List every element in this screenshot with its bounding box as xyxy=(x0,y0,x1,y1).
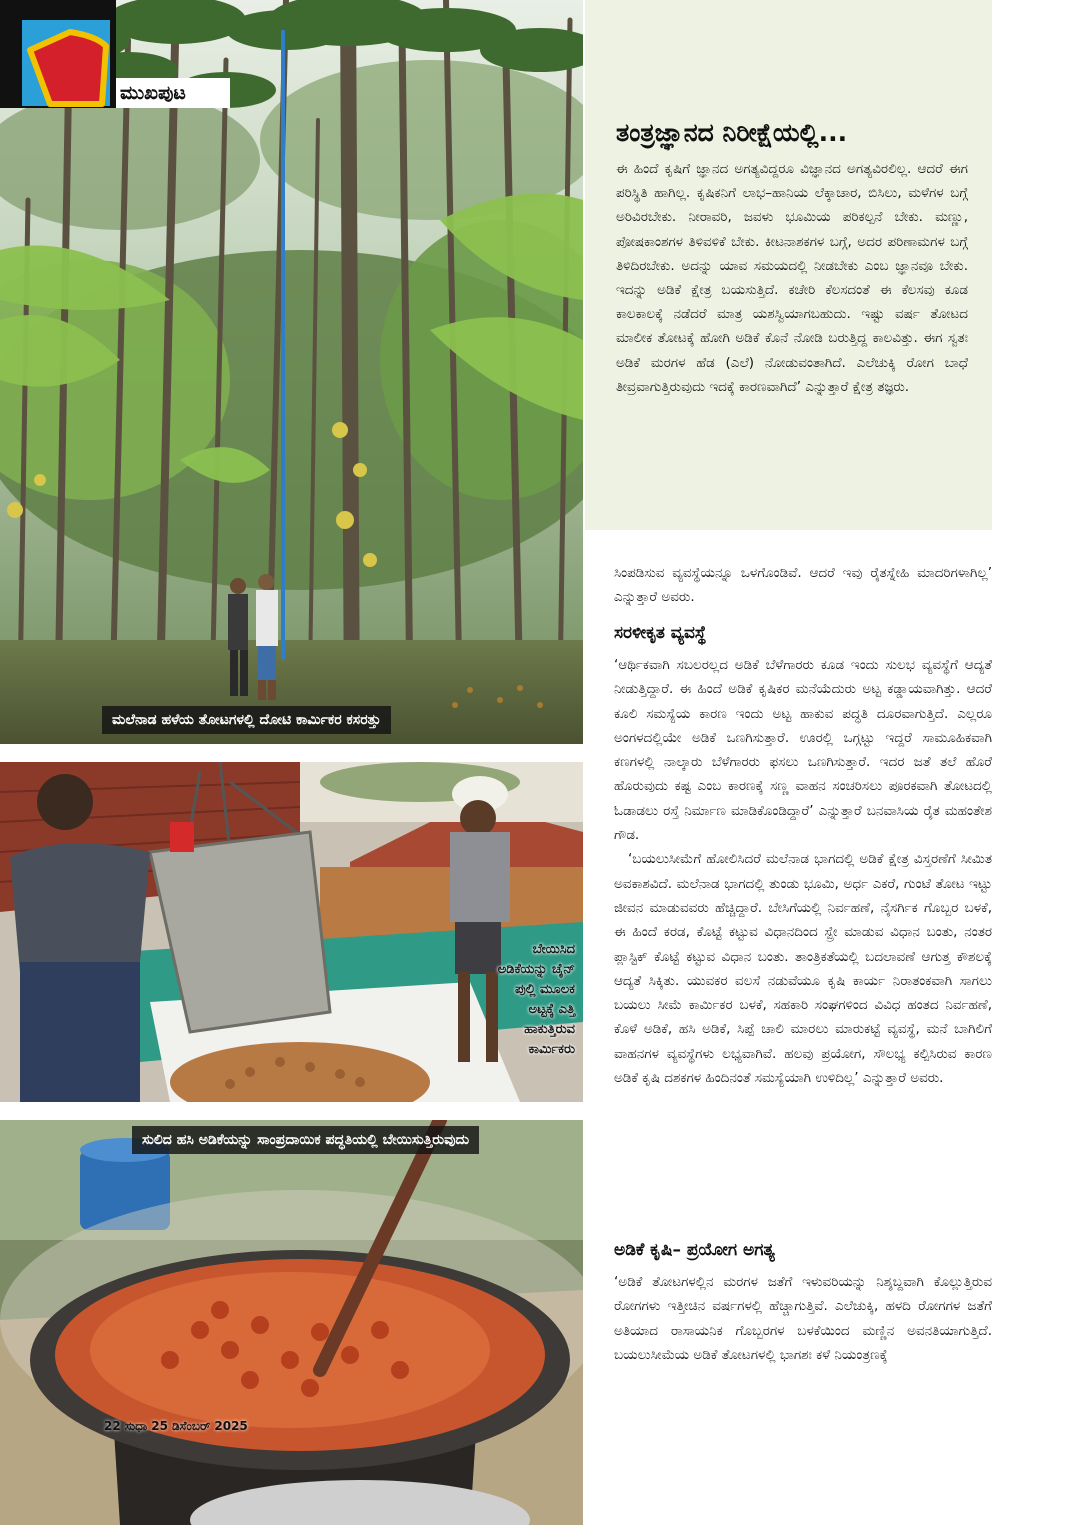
boiling-caption: ಸುಲಿದ ಹಸಿ ಅಡಿಕೆಯನ್ನು ಸಾಂಪ್ರದಾಯಿಕ ಪದ್ಧತಿಯಲ್ಲಿ ಬೇಯಿಸುತ್ತಿರುವುದು xyxy=(132,1126,479,1154)
section1-paragraph-2: ‘ಬಯಲುಸೀಮೆಗೆ ಹೋಲಿಸಿದರೆ ಮಲೆನಾಡ ಭಾಗದಲ್ಲಿ ಅಡಿಕೆ ಕ್ಷೇತ್ರ ವಿಸ್ತರಣೆಗೆ ಸೀಮಿತ ಅವಕಾಶವಿದೆ. ಮಲೆನಾಡ ಭಾಗದಲ್ಲಿ ತುಂಡು ಭೂಮಿ, ಅರ್ಧ ಎಕರೆ, ಗುಂಟೆ ತೋಟ ಇಟ್ಟು ಜೀವನ ಮಾಡುವವರು ಹೆಚ್ಚಿದ್ದಾರೆ. ಬೇಸಿಗೆಯಲ್ಲಿ ನಿರ್ವಹಣೆ, ನೈಸರ್ಗಿಕ ಗೊಬ್ಬರ ಬಳಕೆ, ಈ ಹಿಂದೆ ಕರಡ, ಕೊಟ್ಟೆ ಕಟ್ಟುವ ವಿಧಾನದಿಂದ ಸ್ಪ್ರೇ ಮಾಡುವ ವಿಧಾನ ಬಂತು, ನಂತರ ಪ್ಲಾಸ್ಟಿಕ್ ಕೊಟ್ಟೆ ಕಟ್ಟುವ ವಿಧಾನ ಬಂತು. ತಾಂತ್ರಿಕತೆಯಲ್ಲಿ ಬದಲಾವಣೆ ಆಗುತ್ತ ಕೌಶಲಕ್ಕೆ ಆದ್ಯತೆ ಸಿಕ್ಕಿತು. ಯುವಕರ ವಲಸೆ ನಡುವೆಯೂ ಕೃಷಿ ಕಾರ್ಯ ನಿರಾತಂಕವಾಗಿ ಸಾಗಲು ಬಯಲು ಸೀಮೆ ಕಾರ್ಮಿಕರ ಬಳಕೆ, ಸಹಕಾರಿ ಸಂಘಗಳಿಂದ ವಿವಿಧ ಹಂತದ ನಿರ್ವಹಣೆ, ಕೊಳೆ ಅಡಿಕೆ, ಹಸಿ ಅಡಿಕೆ, ಸಿಪ್ಪೆ ಚಾಲಿ ಮಾರಲು ಮಾರುಕಟ್ಟೆ ವ್ಯವಸ್ಥೆ, ಮನೆ ಬಾಗಿಲಿಗೆ ವಾಹನಗಳ ವ್ಯವಸ್ಥೆಗಳು ಲಭ್ಯವಾಗಿವೆ. ಹಲವು ಪ್ರಯೋಗ, ಸೌಲಭ್ಯ ಕಲ್ಪಿಸಿರುವ ಕಾರಣ ಅಡಿಕೆ ಕೃಷಿ ದಶಕಗಳ ಹಿಂದಿನಂತೆ ಸಮಸ್ಯೆಯಾಗಿ ಉಳಿದಿಲ್ಲ’ ಎನ್ನುತ್ತಾರೆ ಅವರು. xyxy=(614,851,992,1087)
plantation-photo xyxy=(0,0,583,744)
lead-paragraph: ಸಿಂಪಡಿಸುವ ವ್ಯವಸ್ಥೆಯನ್ನೂ ಒಳಗೊಂಡಿವೆ. ಆದರೆ ಇವು ರೈತಸ್ನೇಹಿ ಮಾದರಿಗಳಾಗಿಲ್ಲ’ ಎನ್ನುತ್ತಾರೆ ಅವರು. xyxy=(614,565,992,606)
section-label: ಮುಖಪುಟ xyxy=(116,78,230,108)
section1-body xyxy=(614,653,992,1090)
subheading-simplified-system: ಸರಳೀಕೃತ ವ್ಯವಸ್ಥೆ xyxy=(614,623,707,643)
article-lead xyxy=(614,561,992,610)
section2-body xyxy=(614,1270,992,1367)
plantation-caption: ಮಲೆನಾಡ ಹಳೆಯ ತೋಟಗಳಲ್ಲಿ ದೋಟಿ ಕಾರ್ಮಿಕರ ಕಸರತ್ತು xyxy=(102,706,391,734)
boxout-body: ಈ ಹಿಂದೆ ಕೃಷಿಗೆ ಜ್ಞಾನದ ಅಗತ್ಯವಿದ್ದರೂ ವಿಜ್ಞಾನದ ಅಗತ್ಯವಿರಲಿಲ್ಲ. ಆದರೆ ಈಗ ಪರಿಸ್ಥಿತಿ ಹಾಗಿಲ್ಲ. ಕೃಷಿಕನಿಗೆ ಲಾಭ–ಹಾನಿಯ ಲೆಕ್ಕಾಚಾರ, ಬಿಸಿಲು, ಮಳೆಗಳ ಬಗ್ಗೆ ಅರಿವಿರಬೇಕು. ನೀರಾವರಿ, ಜವಳು ಭೂಮಿಯ ಪರಿಕಲ್ಪನೆ ಬೇಕು. ಮಣ್ಣು, ಪೋಷಕಾಂಶಗಳ ತಿಳಿವಳಿಕೆ ಬೇಕು. ಕೀಟನಾಶಕಗಳ ಬಗ್ಗೆ, ಅದರ ಪರಿಣಾಮಗಳ ಬಗ್ಗೆ ತಿಳಿದಿರಬೇಕು. ಅದನ್ನು ಯಾವ ಸಮಯದಲ್ಲಿ ನೀಡಬೇಕು ಎಂಬ ಜ್ಞಾನವೂ ಬೇಕು. ಇದನ್ನು ಅಡಿಕೆ ಕ್ಷೇತ್ರ ಬಯಸುತ್ತಿದೆ. ಕಚೇರಿ ಕೆಲಸದಂತೆ ಈ ಕೆಲಸವು ಕೂಡ ಕಾಲಕಾಲಕ್ಕೆ ನಡೆದರೆ ಮಾತ್ರ ಯಶಸ್ವಿಯಾಗಬಹುದು. ಇಷ್ಟು ವರ್ಷ ತೋಟದ ಮಾಲೀಕ ತೋಟಕ್ಕೆ ಹೋಗಿ ಅಡಿಕೆ ಕೊನೆ ನೋಡಿ ಬರುತ್ತಿದ್ದ ಕಾಲವಿತ್ತು. ಈಗ ಸ್ವತಃ ಅಡಿಕೆ ಮರಗಳ ಹೆಡ (ಎಲೆ) ನೋಡುವಂತಾಗಿದೆ. ಎಲೆಚುಕ್ಕಿ ರೋಗ ಬಾಧೆ ತೀವ್ರವಾಗುತ್ತಿರುವುದು ಇದಕ್ಕೆ ಕಾರಣವಾಗಿದೆ’ ಎನ್ನುತ್ತಾರೆ ಕ್ಷೇತ್ರ ತಜ್ಞರು. xyxy=(616,161,968,395)
pulley-caption: ಬೇಯಿಸಿದ ಅಡಿಕೆಯನ್ನು ಚೈನ್ ಪುಲ್ಲಿ ಮೂಲಕ ಅಟ್ಟಕ್ಕೆ ಎತ್ತಿ ಹಾಕುತ್ತಿರುವ ಕಾರ್ಮಿಕರು xyxy=(497,942,575,1057)
section1-paragraph-1: ‘ಆರ್ಥಿಕವಾಗಿ ಸಬಲರಲ್ಲದ ಅಡಿಕೆ ಬೆಳೆಗಾರರು ಕೂಡ ಇಂದು ಸುಲಭ ವ್ಯವಸ್ಥೆಗೆ ಆದ್ಯತೆ ನೀಡುತ್ತಿದ್ದಾರೆ. ಈ ಹಿಂದೆ ಅಡಿಕೆ ಕೃಷಿಕರ ಮನೆಯೆದುರು ಅಟ್ಟ ಕಡ್ಡಾಯವಾಗಿತ್ತು. ಆದರೆ ಕೂಲಿ ಸಮಸ್ಯೆಯ ಕಾರಣ ಇಂದು ಅಟ್ಟ ಹಾಕುವ ಪದ್ಧತಿ ದೂರವಾಗುತ್ತಿದೆ. ಎಲ್ಲರೂ ಅಂಗಳದಲ್ಲಿಯೇ ಅಡಿಕೆ ಒಣಗಿಸುತ್ತಾರೆ. ಊರಲ್ಲಿ ಒಗ್ಗಟ್ಟು ಇದ್ದರೆ ಸಾಮೂಹಿಕವಾಗಿ ಕಣಗಳಲ್ಲಿ ನಾಲ್ಕಾರು ಬೆಳೆಗಾರರು ಫಸಲು ಒಣಗಿಸುತ್ತಾರೆ. ಇದರ ಜತೆ ತಲೆ ಹೊರೆ ಹೊರುವುದು ಕಷ್ಟ ಎಂಬ ಕಾರಣಕ್ಕೆ ಸಣ್ಣ ವಾಹನ ಸಂಚರಿಸಲು ಪೂರಕವಾಗಿ ತೋಟದಲ್ಲಿ ಓಡಾಡಲು ರಸ್ತೆ ನಿರ್ಮಾಣ ಮಾಡಿಕೊಂಡಿದ್ದಾರೆ’ ಎನ್ನುತ್ತಾರೆ ಬನವಾಸಿಯ ರೈತ ಮಹಂತೇಶ ಗೌಡ. xyxy=(614,657,992,844)
magazine-logo xyxy=(0,0,116,108)
pulley-photo xyxy=(0,762,583,1102)
subheading-experiment-needed: ಅಡಿಕೆ ಕೃಷಿ– ಪ್ರಯೋಗ ಅಗತ್ಯ xyxy=(614,1240,775,1260)
section2-paragraph-1: ‘ಅಡಿಕೆ ತೋಟಗಳಲ್ಲಿನ ಮರಗಳ ಜತೆಗೆ ಇಳುವರಿಯನ್ನು ನಿಶ್ಶಬ್ದವಾಗಿ ಕೊಲ್ಲುತ್ತಿರುವ ರೋಗಗಳು ಇತ್ತೀಚಿನ ವರ್ಷಗಳಲ್ಲಿ ಹೆಚ್ಚಾಗುತ್ತಿವೆ. ಎಲೆಚುಕ್ಕಿ, ಹಳದಿ ರೋಗಗಳ ಜತೆಗೆ ಅತಿಯಾದ ರಾಸಾಯನಿಕ ಗೊಬ್ಬರಗಳ ಬಳಕೆಯಿಂದ ಮಣ್ಣಿನ ಅವನತಿಯಾಗುತ್ತಿದೆ. ಬಯಲುಸೀಮೆಯ ಅಡಿಕೆ ತೋಟಗಳಲ್ಲಿ ಭಾಗಶಃ ಕಳೆ ನಿಯಂತ್ರಣಕ್ಕೆ xyxy=(614,1274,992,1363)
boiling-photo xyxy=(0,1120,583,1525)
page-folio: 22 ಸುಧಾ 25 ಡಿಸೆಂಬರ್ 2025 xyxy=(104,1419,248,1433)
boxout-title: ತಂತ್ರಜ್ಞಾನದ ನಿರೀಕ್ಷೆಯಲ್ಲಿ... xyxy=(616,118,848,147)
